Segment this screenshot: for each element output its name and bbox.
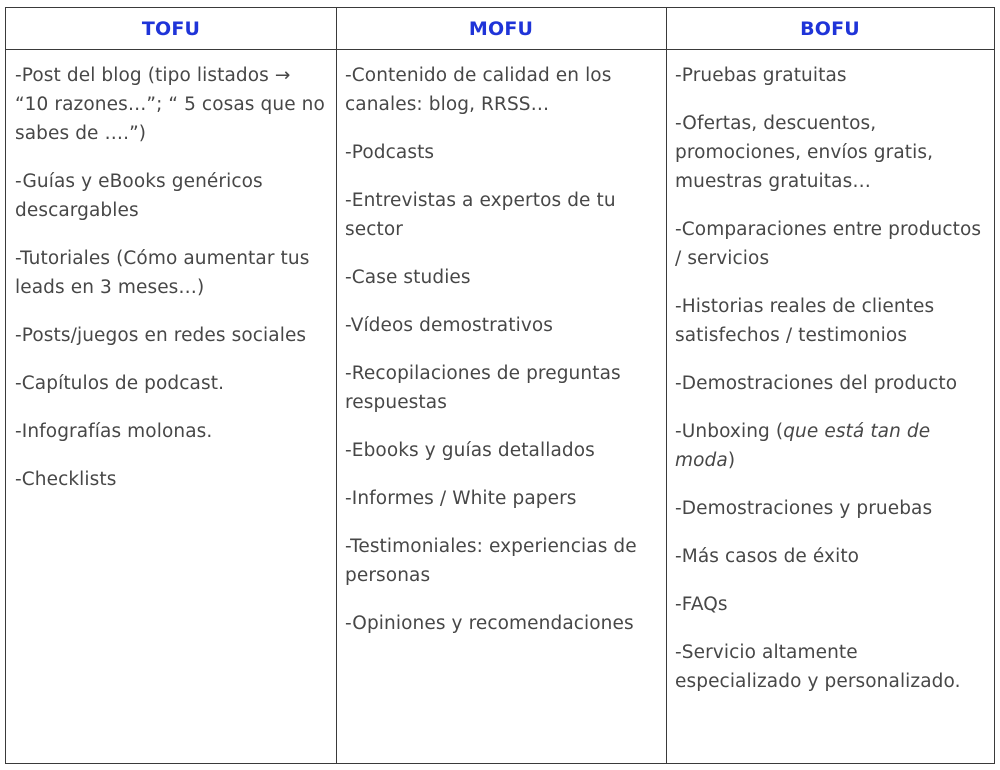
mofu-column bbox=[336, 61, 666, 657]
bofu-item: -FAQs bbox=[675, 594, 728, 615]
bofu-item: -Demostraciones y pruebas bbox=[675, 498, 933, 519]
mofu-item: -Entrevistas a expertos de tu sector bbox=[345, 190, 616, 240]
funnel-content-table bbox=[5, 7, 995, 764]
mofu-item: -Testimoniales: experiencias de personas bbox=[345, 536, 637, 586]
tofu-item: -Post del blog (tipo listados → “10 razones…”; “ 5 cosas que no sabes de ….”) bbox=[15, 65, 325, 144]
header-divider bbox=[6, 49, 994, 50]
header-tofu: TOFU bbox=[141, 17, 201, 40]
header-bofu: BOFU bbox=[800, 17, 860, 40]
tofu-item: -Infografías molonas. bbox=[15, 421, 213, 442]
tofu-item: -Posts/juegos en redes sociales bbox=[15, 325, 307, 346]
unboxing-prefix: -Unboxing ( bbox=[675, 421, 784, 442]
bofu-item-unboxing bbox=[675, 417, 986, 475]
bofu-item: -Pruebas gratuitas bbox=[675, 65, 847, 86]
mofu-item: -Ebooks y guías detallados bbox=[345, 440, 595, 461]
tofu-column bbox=[6, 61, 336, 513]
unboxing-suffix: ) bbox=[727, 450, 736, 471]
mofu-item: -Contenido de calidad en los canales: blog, RRSS… bbox=[345, 65, 612, 115]
bofu-item: -Más casos de éxito bbox=[675, 546, 860, 567]
header-mofu: MOFU bbox=[468, 17, 534, 40]
mofu-item: -Opiniones y recomendaciones bbox=[345, 613, 634, 634]
tofu-item: -Capítulos de podcast. bbox=[15, 373, 225, 394]
tofu-item: -Checklists bbox=[15, 469, 117, 490]
bofu-item: -Comparaciones entre productos / servicios bbox=[675, 219, 982, 269]
mofu-item: -Informes / White papers bbox=[345, 488, 577, 509]
mofu-item: -Vídeos demostrativos bbox=[345, 315, 554, 336]
tofu-item: -Tutoriales (Cómo aumentar tus leads en 3 meses…) bbox=[15, 248, 310, 298]
bofu-item: -Demostraciones del producto bbox=[675, 373, 958, 394]
unboxing-italic-note: que está tan de moda bbox=[675, 421, 931, 471]
mofu-item: -Case studies bbox=[345, 267, 471, 288]
mofu-item: -Recopilaciones de preguntas respuestas bbox=[345, 363, 621, 413]
bofu-item: -Ofertas, descuentos, promociones, envíos gratis, muestras gratuitas… bbox=[675, 113, 934, 192]
tofu-item: -Guías y eBooks genéricos descargables bbox=[15, 171, 263, 221]
bofu-column bbox=[666, 61, 994, 715]
mofu-item: -Podcasts bbox=[345, 142, 435, 163]
bofu-item: -Servicio altamente especializado y personalizado. bbox=[675, 642, 961, 692]
bofu-item: -Historias reales de clientes satisfechos / testimonios bbox=[675, 296, 935, 346]
